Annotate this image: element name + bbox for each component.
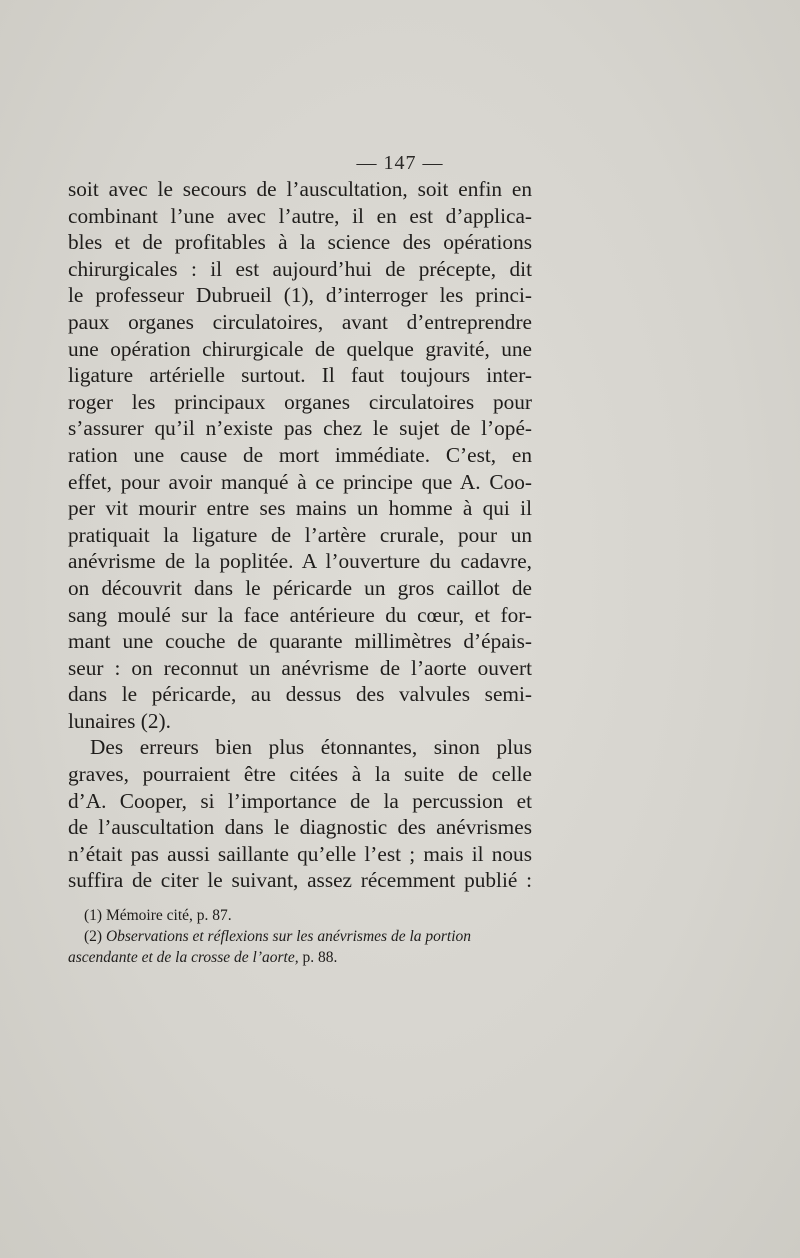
text-line: on découvrit dans le péricarde un gros caillot de bbox=[68, 575, 532, 600]
text-line: pratiquait la ligature de l’artère crurale, pour un bbox=[68, 522, 532, 547]
footnote-1: (1) Mémoire cité, p. 87. bbox=[84, 907, 232, 924]
text-line: une opération chirurgicale de quelque gravité, une bbox=[68, 336, 532, 361]
text-line: roger les principaux organes circulatoires pour bbox=[68, 389, 532, 414]
text-line: d’A. Cooper, si l’importance de la percussion et bbox=[68, 788, 532, 813]
footnote-2-number: (2) bbox=[84, 928, 106, 945]
footnotes bbox=[68, 905, 532, 968]
text-line: mant une couche de quarante millimètres d’épais- bbox=[68, 629, 532, 654]
text-line: n’était pas aussi saillante qu’elle l’est ; mais il nous bbox=[68, 841, 532, 866]
footnote-2-page: p. 88. bbox=[298, 949, 338, 966]
text-line: effet, pour avoir manqué à ce principe que A. Coo- bbox=[68, 469, 532, 494]
text-line: soit avec le secours de l’auscultation, soit enfin en bbox=[68, 177, 532, 201]
text-line: de l’auscultation dans le diagnostic des anévrismes bbox=[68, 815, 532, 840]
footnote-2-title: Observations et réflexions sur les anévrismes de la portion bbox=[105, 928, 472, 945]
text-line: combinant l’une avec l’autre, il en est d’applica- bbox=[68, 203, 532, 228]
text-line: s’assurer qu’il n’existe pas chez le sujet de l’opé- bbox=[68, 416, 532, 441]
text-line: dans le péricarde, au dessus des valvules semi- bbox=[68, 682, 532, 707]
footnote-2-continued bbox=[68, 947, 532, 968]
text-line: ligature artérielle surtout. Il faut toujours inter- bbox=[68, 363, 532, 388]
footnote-2 bbox=[68, 926, 532, 947]
text-line: lunaires (2). bbox=[68, 708, 171, 733]
text-line: anévrisme de la poplitée. A l’ouverture du cadavre, bbox=[68, 549, 532, 574]
text-line: paux organes circulatoires, avant d’entreprendre bbox=[68, 309, 532, 334]
text-line: bles et de profitables à la science des opérations bbox=[68, 230, 532, 255]
text-line: seur : on reconnut un anévrisme de l’aorte ouvert bbox=[68, 655, 532, 680]
text-line: sang moulé sur la face antérieure du cœur, et for- bbox=[68, 602, 532, 627]
page-number: — 147 — bbox=[356, 152, 444, 174]
text-line: le professeur Dubrueil (1), d’interroger les princi- bbox=[68, 283, 532, 308]
text-line: per vit mourir entre ses mains un homme à qui il bbox=[68, 496, 532, 521]
text-line: suffira de citer le suivant, assez récemment publié : bbox=[68, 868, 532, 893]
paragraph-start-line: Des erreurs bien plus étonnantes, sinon plus bbox=[90, 735, 532, 760]
text-line: graves, pourraient être citées à la suite de celle bbox=[68, 762, 532, 787]
text-line: ration une cause de mort immédiate. C’est, en bbox=[68, 442, 532, 467]
footnote-2-title-cont: ascendante et de la crosse de l’aorte, bbox=[68, 949, 299, 966]
body-text bbox=[68, 176, 532, 894]
text-line: chirurgicales : il est aujourd’hui de précepte, dit bbox=[68, 256, 532, 281]
